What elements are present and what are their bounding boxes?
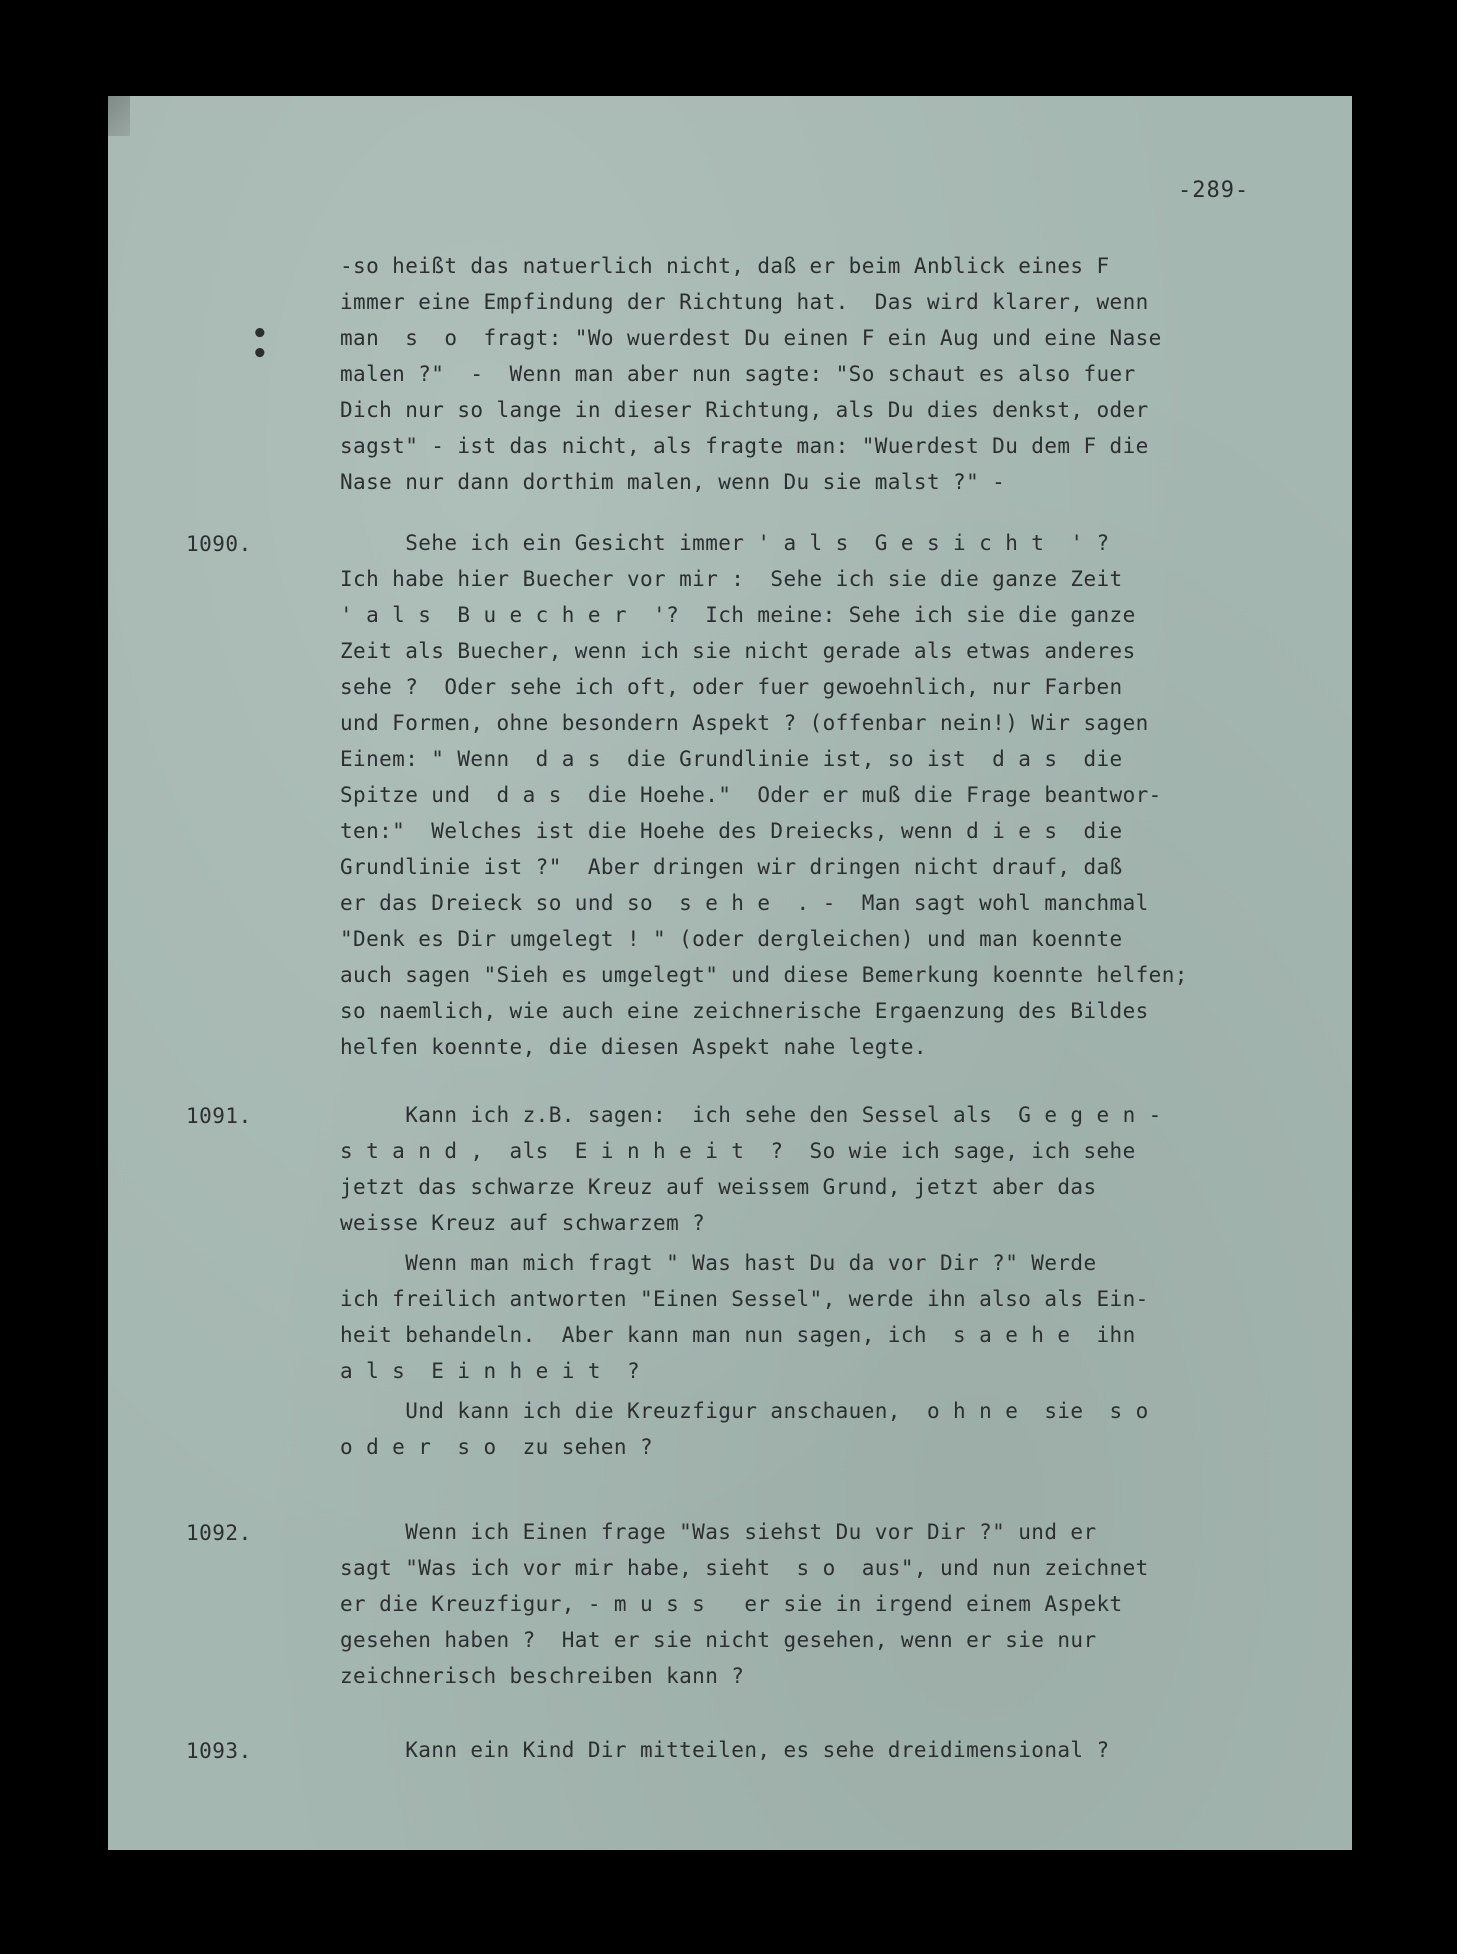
text-line: sehe ? Oder sehe ich oft, oder fuer gewoehnlich, nur Farben: [340, 675, 1123, 699]
text-line: Sehe ich ein Gesicht immer ' a l s G e s i c h t ' ?: [340, 531, 1110, 555]
text-line: zeichnerisch beschreiben kann ?: [340, 1664, 745, 1688]
text-line: und Formen, ohne besondern Aspekt ? (offenbar nein!) Wir sagen: [340, 711, 1149, 735]
text-line: Kann ein Kind Dir mitteilen, es sehe dreidimensional ?: [340, 1738, 1110, 1762]
text-line: Grundlinie ist ?" Aber dringen wir dringen nicht drauf, daß: [340, 855, 1123, 879]
text-line: heit behandeln. Aber kann man nun sagen, ich s a e h e ihn: [340, 1323, 1136, 1347]
text-line: sagst" - ist das nicht, als fragte man: "Wuerdest Du dem F die: [340, 434, 1149, 458]
text-line: "Denk es Dir umgelegt ! " (oder dergleichen) und man koennte: [340, 927, 1123, 951]
text-line: malen ?" - Wenn man aber nun sagte: "So schaut es also fuer: [340, 362, 1136, 386]
text-line: Zeit als Buecher, wenn ich sie nicht gerade als etwas anderes: [340, 639, 1136, 663]
text-line: Spitze und d a s die Hoehe." Oder er muß die Frage beantwor-: [340, 783, 1162, 807]
text-line: a l s E i n h e i t ?: [340, 1359, 640, 1383]
text-line: so naemlich, wie auch eine zeichnerische Ergaenzung des Bildes: [340, 999, 1149, 1023]
typewritten-page: [108, 96, 1352, 1850]
section-number: 1090.: [186, 532, 252, 556]
text-line: man s o fragt: "Wo wuerdest Du einen F ein Aug und eine Nase: [340, 326, 1162, 350]
text-line: sagt "Was ich vor mir habe, sieht s o aus", und nun zeichnet: [340, 1556, 1149, 1580]
text-line: Und kann ich die Kreuzfigur anschauen, o h n e sie s o: [340, 1399, 1149, 1423]
text-line: Wenn man mich fragt " Was hast Du da vor Dir ?" Werde: [340, 1251, 1097, 1275]
page-number: -289-: [1178, 178, 1250, 203]
section-number: 1092.: [186, 1521, 252, 1545]
text-line: immer eine Empfindung der Richtung hat. Das wird klarer, wenn: [340, 290, 1149, 314]
text-line: gesehen haben ? Hat er sie nicht gesehen, wenn er sie nur: [340, 1628, 1097, 1652]
margin-mark: • •: [252, 319, 268, 369]
text-line: s t a n d , als E i n h e i t ? So wie ich sage, ich sehe: [340, 1139, 1136, 1163]
text-line: Ich habe hier Buecher vor mir : Sehe ich sie die ganze Zeit: [340, 567, 1123, 591]
text-line: weisse Kreuz auf schwarzem ?: [340, 1211, 706, 1235]
text-line: er das Dreieck so und so s e h e . - Man sagt wohl manchmal: [340, 891, 1149, 915]
text-line: auch sagen "Sieh es umgelegt" und diese Bemerkung koennte helfen;: [340, 963, 1188, 987]
text-line: helfen koennte, die diesen Aspekt nahe legte.: [340, 1035, 927, 1059]
text-line: Wenn ich Einen frage "Was siehst Du vor Dir ?" und er: [340, 1520, 1097, 1544]
text-line: Einem: " Wenn d a s die Grundlinie ist, so ist d a s die: [340, 747, 1123, 771]
section-number: 1093.: [186, 1739, 252, 1763]
text-line: ten:" Welches ist die Hoehe des Dreiecks, wenn d i e s die: [340, 819, 1123, 843]
text-line: er die Kreuzfigur, - m u s s er sie in irgend einem Aspekt: [340, 1592, 1123, 1616]
text-line: Kann ich z.B. sagen: ich sehe den Sessel als G e g e n -: [340, 1103, 1162, 1127]
text-line: -so heißt das natuerlich nicht, daß er beim Anblick eines F: [340, 254, 1110, 278]
text-line: Dich nur so lange in dieser Richtung, als Du dies denkst, oder: [340, 398, 1149, 422]
text-line: ich freilich antworten "Einen Sessel", werde ihn also als Ein-: [340, 1287, 1149, 1311]
text-line: ' a l s B u e c h e r '? Ich meine: Sehe ich sie die ganze: [340, 603, 1136, 627]
text-line: o d e r s o zu sehen ?: [340, 1435, 654, 1459]
section-number: 1091.: [186, 1104, 252, 1128]
text-line: jetzt das schwarze Kreuz auf weissem Grund, jetzt aber das: [340, 1175, 1097, 1199]
text-line: Nase nur dann dorthim malen, wenn Du sie malst ?" -: [340, 470, 1006, 494]
